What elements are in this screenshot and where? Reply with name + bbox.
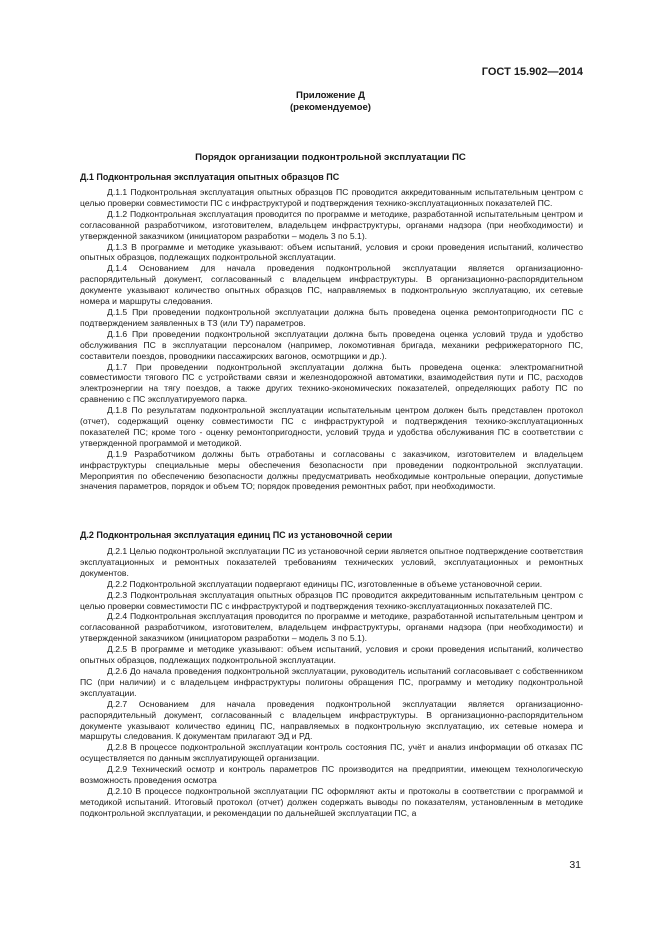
appendix-kind: (рекомендуемое) xyxy=(289,102,371,113)
paragraph: Д.2.4 Подконтрольная эксплуатация проводится по программе и методике, разработанной испытательным центром и согласованной разработчиком, изготовителем, владельцем инфраструктуры, органами надзора (при необходимости) и утвержденной заказчиком (инициатором разработки – модель 3 по 5.1). xyxy=(80,611,583,644)
paragraph: Д.1.2 Подконтрольная эксплуатация проводится по программе и методике, разработанной испытательным центром и согласованной разработчиком, изготовителем, владельцем инфраструктуры, органами надзора (при необходимости) и утвержденной заказчиком (инициатором разработки – модель 3 по 5.1). xyxy=(80,208,583,241)
standard-number: ГОСТ 15.902—2014 xyxy=(481,66,583,78)
paragraph: Д.2.6 До начала проведения подконтрольной эксплуатации, руководитель испытаний согласовывает с собственником ПС (при наличии) и с владельцем инфраструктуры полигоны обращения ПС, программу и методику подконтрольной эксплуатации. xyxy=(80,665,583,698)
paragraph: Д.2.5 В программе и методике указывают: объем испытаний, условия и сроки проведения испытаний, количество опытных образцов, подлежащих подконтрольной эксплуатации. xyxy=(80,644,583,666)
paragraph: Д.1.7 При проведении подконтрольной эксплуатации должна быть проведена оценка: электромагнитной совместимости тягового ПС с устройствами связи и железнодорожной автоматики, взаимодействия пути и ПС, расходов электроэнергии на тягу поездов, а также других технико-экономических показателей, определяющих работу ПС по сравнению с ПС эксплуатируемого парка. xyxy=(80,361,583,405)
appendix-title: Приложение Д xyxy=(296,90,365,101)
paragraph: Д.1.5 При проведении подконтрольной эксплуатации должна быть проведена оценка ремонтопригодности ПС с подтверждением заявленных в ТЗ (или ТУ) параметров. xyxy=(80,306,583,328)
paragraph: Д.2.2 Подконтрольной эксплуатации подвергают единицы ПС, изготовленные в объеме установочной серии. xyxy=(107,578,543,589)
section-heading-d2: Д.2 Подконтрольная эксплуатация единиц ПС из установочной серии xyxy=(80,530,393,540)
paragraph: Д.1.8 По результатам подконтрольной эксплуатации испытательным центром должен быть представлен протокол (отчет), содержащий оценку совместимости ПС с инфраструктурой и подтверждения технико-эксплуатационных показателей ПС; кроме того - оценку ремонтопригодности, условий труда и удобства обслуживания ПС в соответствии с утвержденной программой и методикой. xyxy=(80,405,583,448)
paragraph: Д.1.9 Разработчиком должны быть отработаны и согласованы с заказчиком, изготовителем и владельцем инфраструктуры специальные меры обеспечения безопасности при проведении подконтрольной эксплуатации. Мероприятия по обеспечению безопасности должны предусматривать необходимые контрольные операции, допустимые значения параметров, порядок и объем ТО; порядок проведения ремонтных работ, при необходимости. xyxy=(80,448,583,492)
section-d2-body xyxy=(80,546,583,819)
page-number: 31 xyxy=(569,859,581,871)
paragraph: Д.2.7 Основанием для начала проведения подконтрольной эксплуатации является организационно-распорядительный документ, согласованный с владельцем инфраструктуры. В организационно-распорядительном документе указывают количество единиц ПС, направляемых в подконтрольную эксплуатацию, их сетевые номера и маршруты следования. К документам прилагают ЭД и РД. xyxy=(80,698,583,742)
paragraph: Д.2.9 Технический осмотр и контроль параметров ПС производится на предприятии, имеющем технологическую возможность проведения осмотра xyxy=(80,764,583,786)
paragraph: Д.2.10 В процессе подконтрольной эксплуатации ПС оформляют акты и протоколы в соответствии с программой и методикой испытаний. Итоговый протокол (отчет) должен содержать выводы по показателям, установленным в методике подконтрольной эксплуатации, и рекомендации по дальнейшей эксплуатации ПС, а xyxy=(80,785,583,818)
paragraph: Д.2.1 Целью подконтрольной эксплуатации ПС из установочной серии является опытное подтверждение соответствия эксплуатационных и ремонтных показателей требованиям технических условий, эксплуатационных и ремонтных документов. xyxy=(80,546,583,578)
document-title: Порядок организации подконтрольной эксплуатации ПС xyxy=(195,152,466,163)
paragraph: Д.1.6 При проведении подконтрольной эксплуатации должна быть проведена оценка условий труда и удобство обслуживания ПС в эксплуатации персоналом (например, локомотивная бригада, механики рефрижераторного ПС, составители поездов, проводники пассажирских вагонов, осмотрщики и др.). xyxy=(80,328,583,361)
paragraph: Д.2.3 Подконтрольная эксплуатация опытных образцов ПС проводится аккредитованным испытательным центром с целью проверки совместимости ПС с инфраструктурой и подтверждения технико-эксплуатационных показателей ПС. xyxy=(80,589,583,611)
paragraph: Д.2.8 В процессе подконтрольной эксплуатации контроль состояния ПС, учёт и анализ информации об отказах ПС осуществляется по данным эксплуатирующей организации. xyxy=(80,742,583,764)
section-d1-body xyxy=(80,187,583,492)
section-heading-d1: Д.1 Подконтрольная эксплуатация опытных образцов ПС xyxy=(80,172,340,182)
paragraph: Д.1.1 Подконтрольная эксплуатация опытных образцов ПС проводится аккредитованным испытательным центром с целью проверки совместимости ПС с инфраструктурой и подтверждения технико-эксплуатационных показателей ПС. xyxy=(80,187,583,208)
paragraph: Д.1.4 Основанием для начала проведения подконтрольной эксплуатации является организационно-распорядительный документ, согласованный с владельцем инфраструктуры. В организационно-распорядительном документе указывают количество опытных образцов ПС, направляемых в подконтрольную эксплуатацию, их сетевые номера и маршруты следования. xyxy=(80,263,583,307)
paragraph: Д.1.3 В программе и методике указывают: объем испытаний, условия и сроки проведения испытаний, количество опытных образцов, подлежащих подконтрольной эксплуатации. xyxy=(80,241,583,263)
